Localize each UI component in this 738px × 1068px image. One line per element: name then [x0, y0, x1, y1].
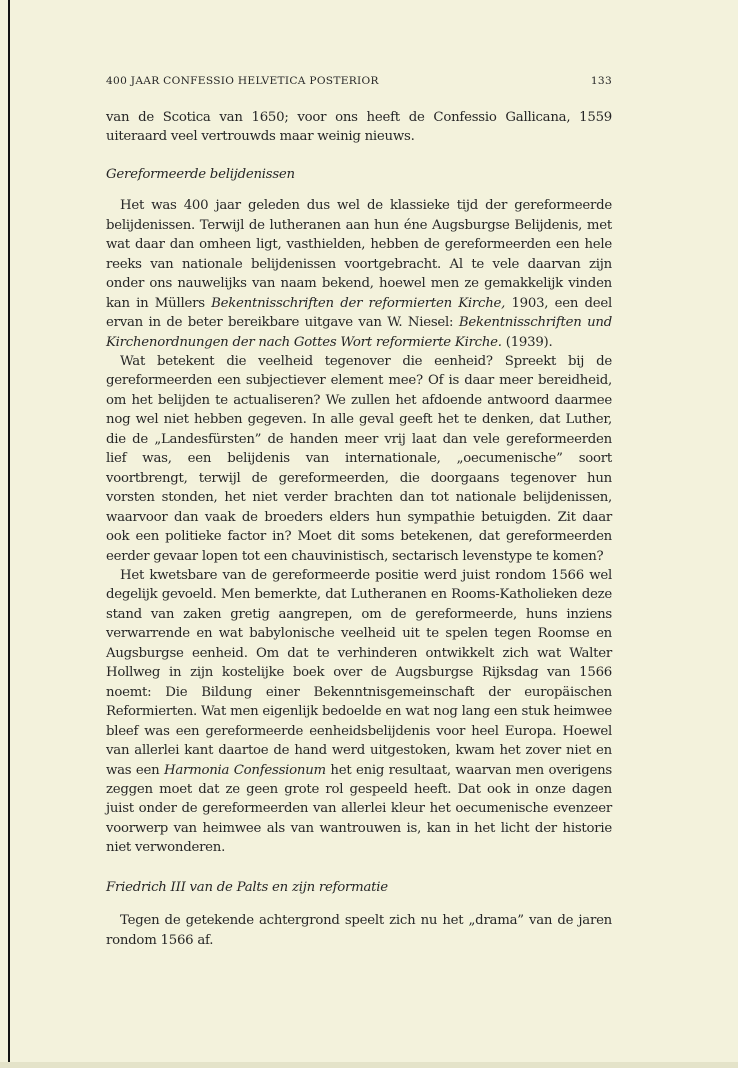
- book-title: Bekentnisschriften und Kirchenordnungen der nach Gottes Wort reformierte Kirche.: [106, 315, 612, 350]
- paragraph-text: Het kwetsbare van de gereformeerde positie werd juist rondom 1566 wel degelijk gevoeld. Men bemerkte, dat Lutheranen en Rooms-Katholieken deze stand van zaken gretig aangrepen, om de gereformeerde, huns inziens verwarrende en wat babylonische veelheid uit te spelen tegen Roomse en Augsburgse eenheid. Om dat te verhinderen ontwikkelt zich wat Walter Hollweg in zijn kostelijke boek over de Augsburgse Rijksdag van 1566 noemt: Die Bildung einer Bekenntnisgemeinschaft der europäischen Reformierten. Wat men eigenlijk bedoelde en wat nog lang een stuk heimwee bleef was een gereformeerde eenheidsbelijdenis voor heel Europa. Hoewel van allerlei kant daartoe de hand werd uitgestoken, kwam het zover niet en was een: [106, 567, 612, 778]
- paragraph: [106, 566, 612, 858]
- book-title: Bekentnisschriften der reformierten Kirche,: [211, 295, 506, 311]
- paragraph-text: het enig resultaat, waarvan men overigens zeggen moet dat ze geen grote rol gespeeld heeft. Dat ook in onze dagen juist onder de gereformeerden van allerlei kleur het oecumenische evenzeer voorwerp van heimwee als van wantrouwen is, kan in het licht der historie niet verwonderen.: [106, 762, 613, 856]
- body-text: [106, 108, 612, 950]
- paragraph-text: (1939).: [501, 334, 553, 350]
- scan-bottom-edge: [0, 1062, 738, 1068]
- scan-edge: [8, 0, 10, 1068]
- paragraph: [106, 196, 612, 352]
- running-title: 400 JAAR CONFESSIO HELVETICA POSTERIOR: [106, 75, 379, 87]
- paragraph: van de Scotica van 1650; voor ons heeft de Confessio Gallicana, 1559 uiteraard veel vertrouwds maar weinig nieuws.: [106, 110, 612, 145]
- paragraph-text: 1903, een deel ervan in de beter bereikbare uitgave van W. Niesel:: [106, 295, 612, 331]
- book-title: Harmonia Confessionum: [163, 762, 326, 778]
- paragraph: Wat betekent die veelheid tegenover die eenheid? Spreekt bij de gereformeerden een subjectiever element mee? Of is daar meer bereidheid, om het belijden te actualiseren? We zullen het afdoende antwoord daarmee nog wel niet hebben gegeven. In alle geval geeft het te denken, dat Luther, die de „Landesfürsten” de handen meer vrij laat dan vele gereformeerden lief was, een belijdenis van internationale, „oecumenische” soort voortbrengt, terwijl de gereformeerden, die doorgaans tegenover hun vorsten stonden, het niet verder brachten dan tot nationale belijdenissen, waarvoor dan vaak de broeders elders hun sympathie betuigden. Zit daar ook een politieke factor in? Moet dit soms betekenen, dat gereformeerden eerder gevaar lopen tot een chauvinistisch, sectarisch levenstype te komen?: [106, 353, 612, 564]
- section-heading: Friedrich III van de Palts en zijn reformatie: [106, 879, 388, 895]
- section-heading: Gereformeerde belijdenissen: [106, 166, 295, 182]
- paragraph-text: Het was 400 jaar geleden dus wel de klassieke tijd der gereformeerde belijdenissen. Terwijl de lutheranen aan hun éne Augsburgse Belijdenis, met wat daar dan omheen ligt, vasthielden, hebben de gereformeerden een hele reeks van nationale belijdenissen voortgebracht. Al te vele daarvan zijn onder ons nauwelijks van naam bekend, hoewel men ze gemakkelijk vinden kan in Müllers: [106, 198, 612, 311]
- page-number: 133: [590, 75, 612, 87]
- running-head: [106, 75, 612, 88]
- paragraph: Tegen de getekende achtergrond speelt zich nu het „drama” van de jaren rondom 1566 af.: [106, 913, 612, 948]
